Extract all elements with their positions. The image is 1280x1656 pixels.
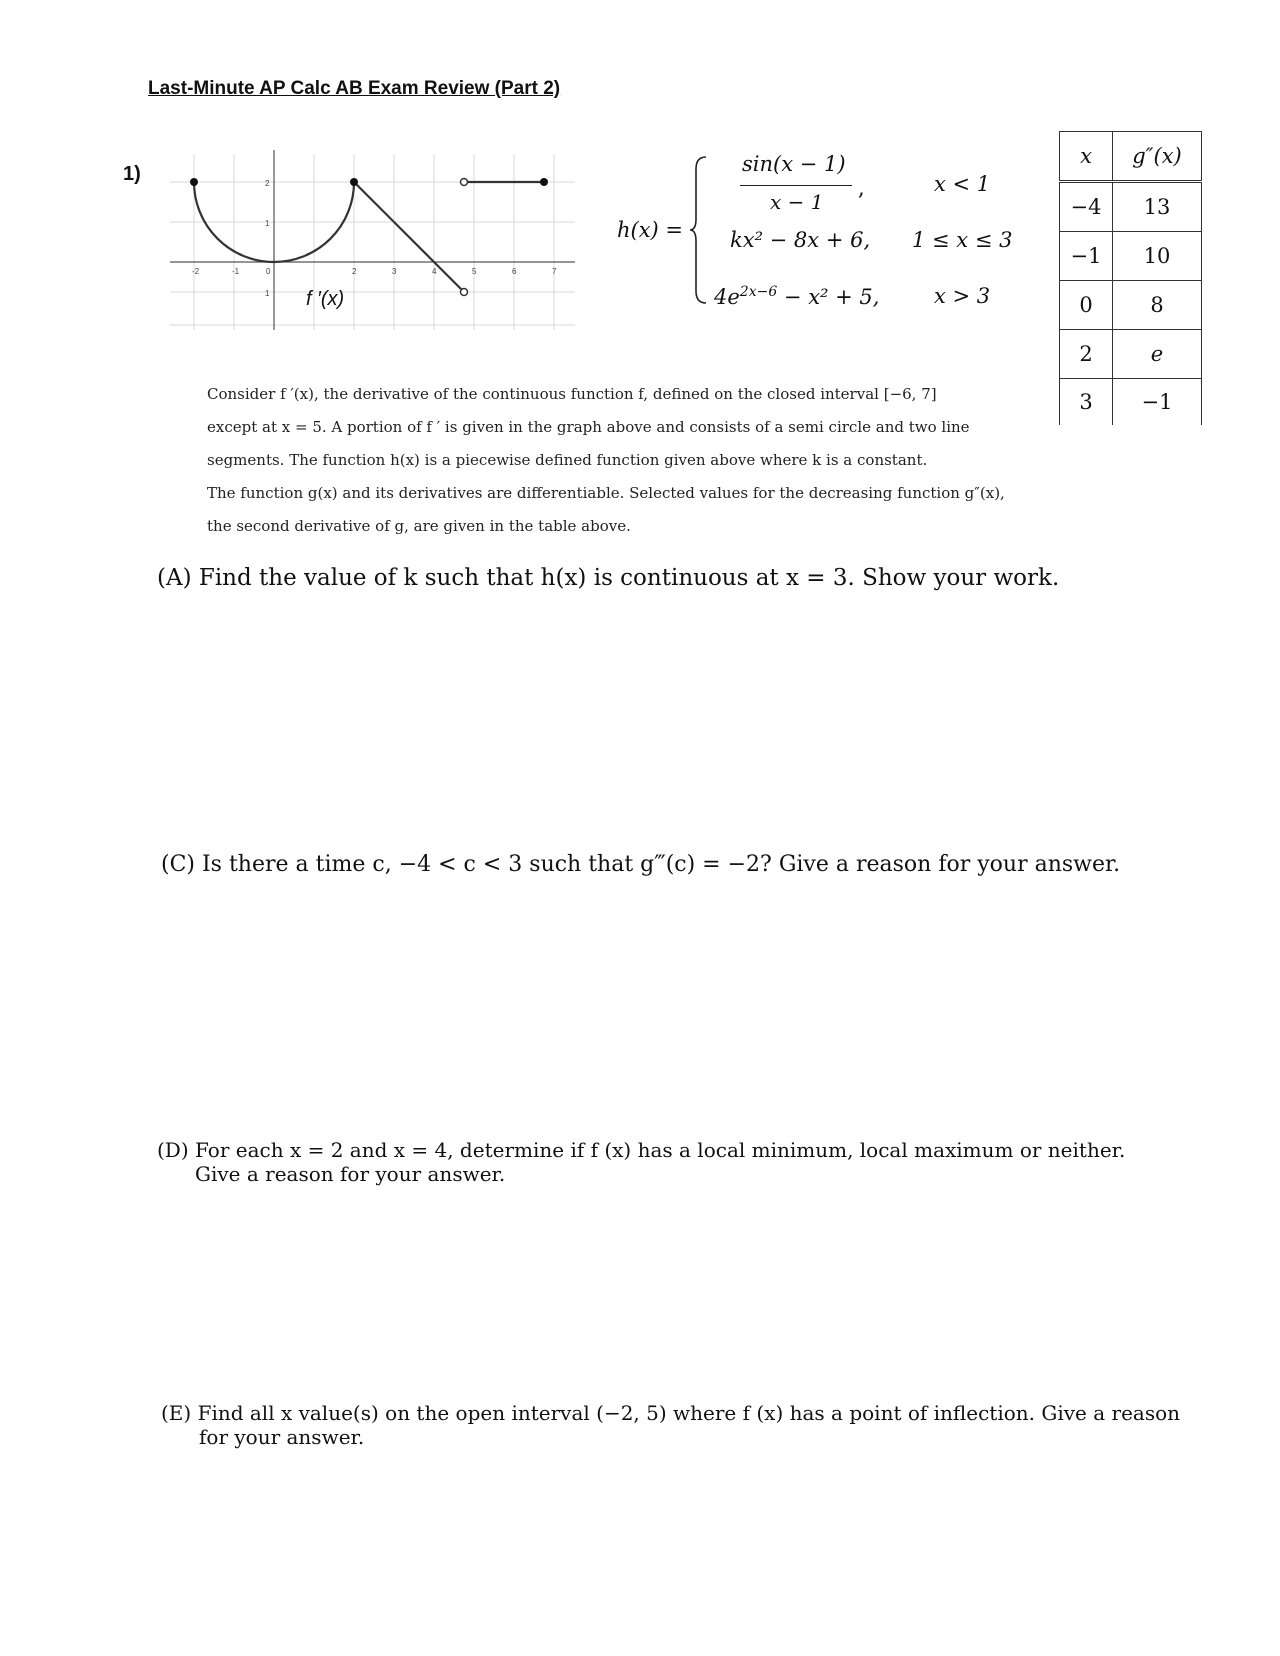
open-point <box>461 179 468 186</box>
question-c: (C) Is there a time c, −4 < c < 3 such that g‴(c) = −2? Give a reason for your answer. <box>161 852 1121 877</box>
x-tick-label: -1 <box>232 267 240 276</box>
table-header-g: g″(x) <box>1113 132 1202 182</box>
open-point <box>461 289 468 296</box>
h-function-label: h(x) = <box>617 218 684 242</box>
closed-point <box>190 178 198 186</box>
piece2-condition: 1 ≤ x ≤ 3 <box>912 228 1013 252</box>
x-tick-label: 4 <box>432 267 437 276</box>
y-tick-label: 2 <box>265 179 270 188</box>
table-row: 0 8 <box>1060 281 1202 330</box>
closed-point <box>540 178 548 186</box>
x-tick-label: 3 <box>392 267 397 276</box>
question-a: (A) Find the value of k such that h(x) is continuous at x = 3. Show your work. <box>157 565 1060 591</box>
description-line: The function g(x) and its derivatives are differentiable. Selected values for the decreasing function g″(x), <box>207 484 1005 502</box>
x-tick-label: 5 <box>472 267 477 276</box>
closed-point <box>350 178 358 186</box>
piece1-denominator: x − 1 <box>770 190 824 214</box>
y-tick-label: 1 <box>265 219 270 228</box>
piece3-condition: x > 3 <box>934 284 991 308</box>
piece3-expression: $4e^{2x-6} - x^2 + 5$, <box>714 284 880 309</box>
question-d-line2: Give a reason for your answer. <box>195 1162 506 1186</box>
table-row: 3 −1 <box>1060 379 1202 426</box>
problem-description <box>207 378 1005 543</box>
question-e-line1: (E) Find all x value(s) on the open interval (−2, 5) where f (x) has a point of inflection. Give a reason <box>161 1401 1181 1425</box>
x-tick-label: 2 <box>352 267 357 276</box>
question-e-line2: for your answer. <box>199 1425 365 1449</box>
x-tick-label: 6 <box>512 267 517 276</box>
piece1-condition: x < 1 <box>934 172 991 196</box>
piece1-numerator: sin(x − 1) <box>742 152 846 176</box>
x-tick-label: 0 <box>266 267 271 276</box>
table-row: −1 10 <box>1060 232 1202 281</box>
problem-number: 1) <box>123 163 141 185</box>
table-row: −4 13 <box>1060 182 1202 232</box>
description-line: Consider f ′(x), the derivative of the continuous function f, defined on the closed interval [−6, 7] <box>207 385 937 403</box>
question-e <box>161 1401 1180 1449</box>
table-header-x: x <box>1060 132 1113 182</box>
x-tick-label: 7 <box>552 267 557 276</box>
left-brace-icon <box>688 155 708 305</box>
piece1-comma: , <box>858 176 865 200</box>
descending-segment <box>354 182 464 292</box>
piece2-expression: kx² − 8x + 6, <box>730 228 871 252</box>
question-d <box>157 1138 1125 1186</box>
graph-label: f ′(x) <box>306 288 345 310</box>
x-tick-label: -2 <box>192 267 200 276</box>
table-row: 2 e <box>1060 330 1202 379</box>
table-header-row <box>1060 132 1202 182</box>
y-tick-label: 1 <box>265 289 270 298</box>
fraction-bar <box>740 185 852 186</box>
description-line: except at x = 5. A portion of f ′ is given in the graph above and consists of a semi circle and two line <box>207 418 970 436</box>
question-d-line1: (D) For each x = 2 and x = 4, determine if f (x) has a local minimum, local maximum or neither. <box>157 1138 1126 1162</box>
page-title: Last-Minute AP Calc AB Exam Review (Part 2) <box>148 78 561 99</box>
f-prime-graph <box>170 150 580 335</box>
description-line: the second derivative of g, are given in the table above. <box>207 517 631 535</box>
description-line: segments. The function h(x) is a piecewise defined function given above where k is a constant. <box>207 451 928 469</box>
g-double-prime-table <box>1059 131 1202 425</box>
